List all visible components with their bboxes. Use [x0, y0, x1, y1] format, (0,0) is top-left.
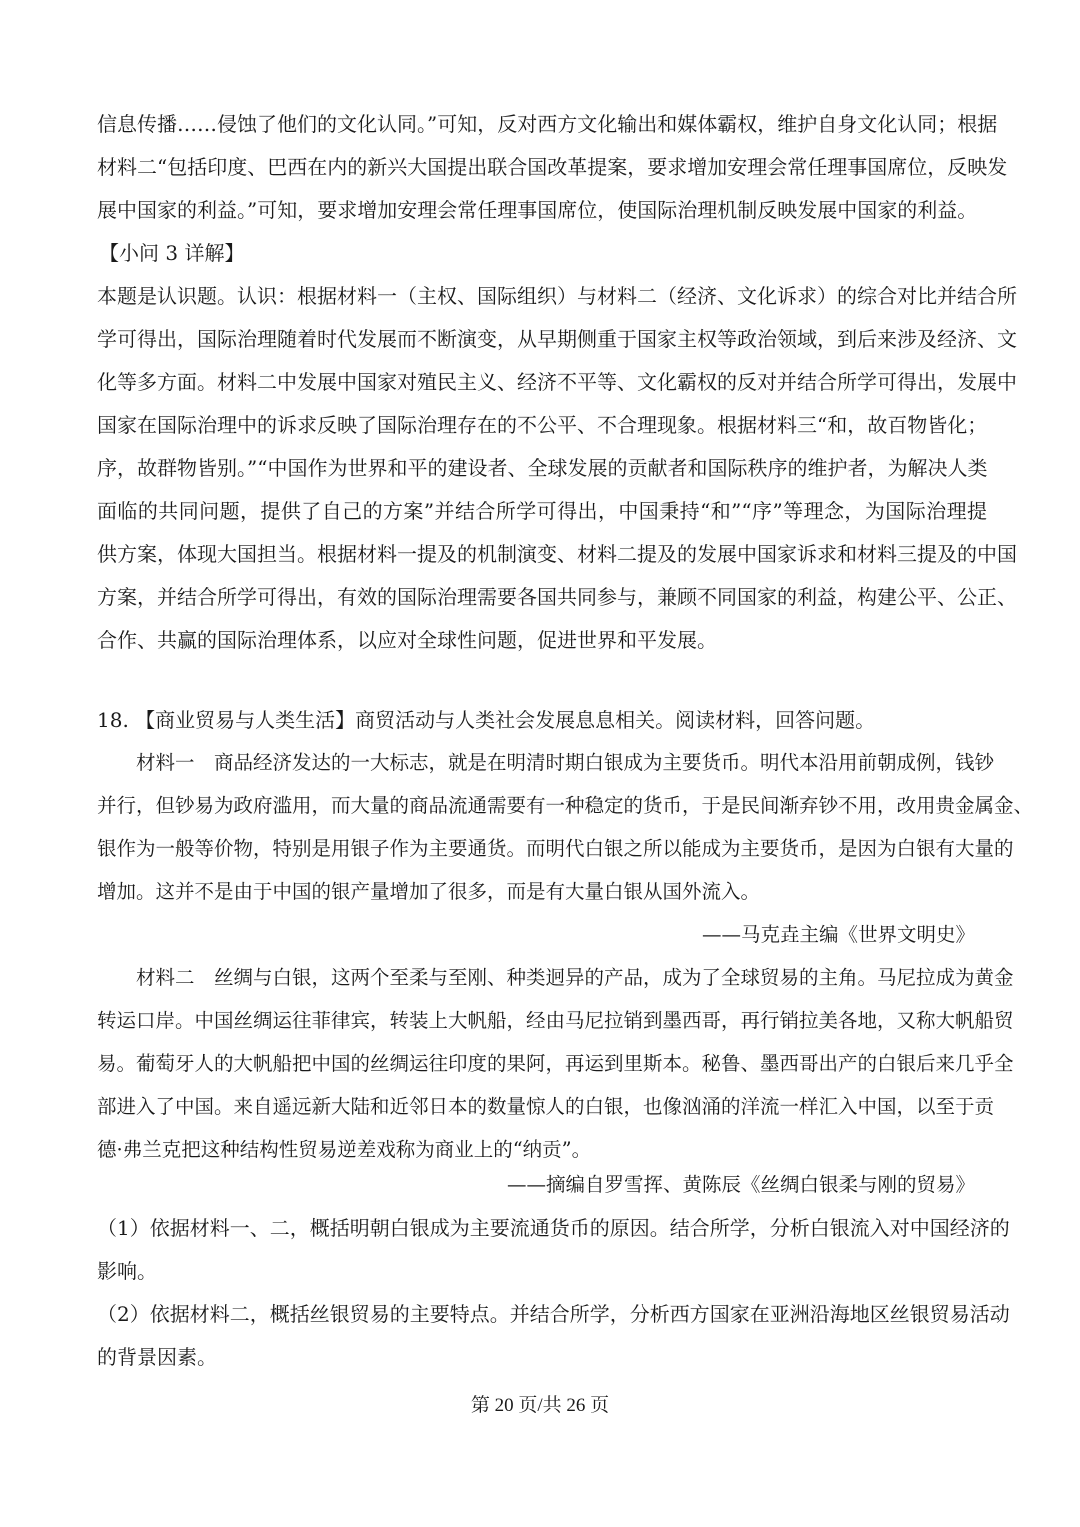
material2-line-1: 材料二 丝绸与白银，这两个至柔与至刚、种类迥异的产品，成为了全球贸易的主角。马尼拉成为黄金 [97, 966, 1014, 989]
material1-source: ——马克垚主编《世界文明史》 [701, 923, 975, 946]
question-1-line-1: （1）依据材料一、二，概括明朝白银成为主要流通货币的原因。结合所学，分析白银流入对中国经济的 [97, 1216, 1010, 1240]
question-2-line-1: （2）依据材料二，概括丝银贸易的主要特点。并结合所学，分析西方国家在亚洲沿海地区丝银贸易活动 [97, 1302, 1010, 1326]
question-18-stem: 18. 【商业贸易与人类生活】商贸活动与人类社会发展息息相关。阅读材料，回答问题。 [97, 708, 876, 732]
detail-line-6: 面临的共同问题，提供了自己的方案”并结合所学可得出，中国秉持“和”“序”等理念，为国际治理提 [97, 499, 987, 523]
question-1-line-2: 影响。 [97, 1259, 157, 1283]
subheading-q3-detail: 【小问 3 详解】 [99, 241, 245, 265]
detail-line-3: 化等多方面。材料二中发展中国家对殖民主义、经济不平等、文化霸权的反对并结合所学可得出，发展中 [97, 370, 1017, 394]
answer-line-1: 信息传播……侵蚀了他们的文化认同。”可知，反对西方文化输出和媒体霸权，维护自身文化认同；根据 [97, 112, 998, 136]
question-2-line-2: 的背景因素。 [97, 1345, 217, 1369]
material1-line-1: 材料一 商品经济发达的一大标志，就是在明清时期白银成为主要货币。明代本沿用前朝成例，钱钞 [97, 751, 995, 774]
detail-line-5: 序，故群物皆别。”“中国作为世界和平的建设者、全球发展的贡献者和国际秩序的维护者，为解决人类 [97, 456, 988, 480]
material1-line-2: 并行，但钞易为政府滥用，而大量的商品流通需要有一种稳定的货币，于是民间渐弃钞不用，改用贵金属金、 [97, 794, 1034, 817]
material2-line-2: 转运口岸。中国丝绸运往菲律宾，转装上大帆船，经由马尼拉销到墨西哥，再行销拉美各地，又称大帆船贸 [97, 1009, 1014, 1032]
material2-line-4: 部进入了中国。来自遥远新大陆和近邻日本的数量惊人的白银，也像汹涌的洋流一样汇入中国，以至于贡 [97, 1095, 995, 1118]
page-number: 第 20 页/共 26 页 [470, 1395, 610, 1416]
material1-line-4: 增加。这并不是由于中国的银产量增加了很多，而是有大量白银从国外流入。 [97, 880, 761, 903]
detail-line-7: 供方案，体现大国担当。根据材料一提及的机制演变、材料二提及的发展中国家诉求和材料三提及的中国 [97, 542, 1017, 566]
material1-line-3: 银作为一般等价物，特别是用银子作为主要通货。而明代白银之所以能成为主要货币，是因为白银有大量的 [97, 837, 1014, 860]
material2-source: ——摘编自罗雪挥、黄陈辰《丝绸白银柔与刚的贸易》 [506, 1173, 975, 1196]
material2-line-3: 易。葡萄牙人的大帆船把中国的丝绸运往印度的果阿，再运到里斯本。秘鲁、墨西哥出产的白银后来几乎全 [97, 1052, 1014, 1075]
answer-line-3: 展中国家的利益。”可知，要求增加安理会常任理事国席位，使国际治理机制反映发展中国家的利益。 [97, 198, 978, 222]
detail-line-4: 国家在国际治理中的诉求反映了国际治理存在的不公平、不合理现象。根据材料三“和，故百物皆化； [97, 413, 988, 437]
detail-line-2: 学可得出，国际治理随着时代发展而不断演变，从早期侧重于国家主权等政治领域，到后来涉及经济、文 [97, 327, 1017, 351]
material2-line-5: 德·弗兰克把这种结构性贸易逆差戏称为商业上的“纳贡”。 [97, 1138, 592, 1161]
detail-line-1: 本题是认识题。认识：根据材料一（主权、国际组织）与材料二（经济、文化诉求）的综合对比并结合所 [97, 284, 1017, 308]
answer-line-2: 材料二“包括印度、巴西在内的新兴大国提出联合国改革提案，要求增加安理会常任理事国席位，反映发 [97, 155, 1008, 179]
detail-line-8: 方案，并结合所学可得出，有效的国际治理需要各国共同参与，兼顾不同国家的利益，构建公平、公正、 [97, 585, 1017, 609]
detail-line-9: 合作、共赢的国际治理体系，以应对全球性问题，促进世界和平发展。 [97, 628, 717, 652]
